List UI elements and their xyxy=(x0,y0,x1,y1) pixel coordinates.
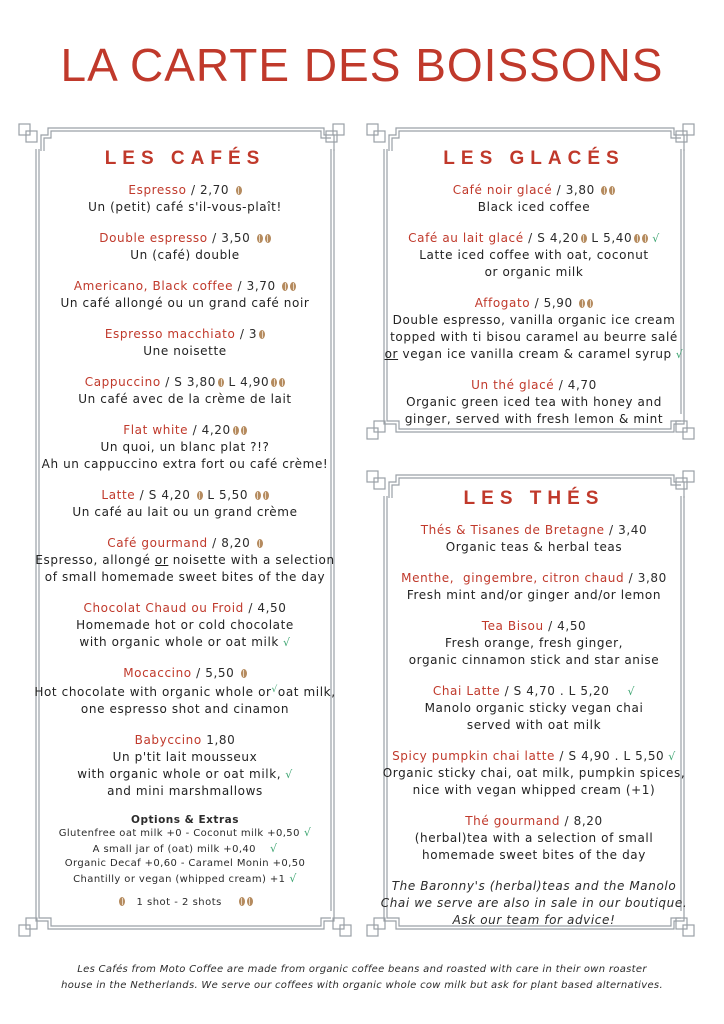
item-name: Americano, Black coffee xyxy=(73,279,234,293)
item-price-large: L 5,50 xyxy=(207,488,249,502)
vegan-check-icon: √ xyxy=(282,636,291,649)
coffee-bean-icon xyxy=(255,491,261,500)
thes-content xyxy=(364,488,704,929)
cafes-panel xyxy=(16,121,354,939)
menu-item-tea-bisou xyxy=(364,618,704,669)
option-line: Organic Decaf +0,60 - Caramel Monin +0,50 xyxy=(64,858,306,869)
item-name: Double espresso xyxy=(99,231,208,245)
vegan-check-icon: √ xyxy=(303,826,312,839)
item-name: Latte xyxy=(101,488,136,502)
options-title: Options & Extras xyxy=(131,814,239,826)
item-desc: organic cinnamon stick and star anise xyxy=(408,653,660,667)
item-price: / S 4,70 . L 5,20 xyxy=(500,684,610,698)
item-price-small: / S 3,80 xyxy=(160,375,217,389)
coffee-bean-icon xyxy=(581,234,587,243)
coffee-bean-icon xyxy=(257,539,263,548)
coffee-bean-icon xyxy=(119,897,125,906)
menu-item-macchiato xyxy=(16,326,354,360)
item-price: / 5,90 xyxy=(530,296,573,310)
coffee-bean-icon xyxy=(197,491,203,500)
option-line: Chantilly or vegan (whipped cream) +1 xyxy=(73,873,286,885)
page-title: LA CARTE DES BOISSONS xyxy=(60,39,664,91)
item-name: Babyccino xyxy=(134,733,202,747)
cafes-content xyxy=(16,148,354,908)
item-desc: Manolo organic sticky vegan chai xyxy=(424,701,644,715)
item-price-small: / S 4,20 xyxy=(523,231,579,245)
item-desc: (herbal)tea with a selection of small xyxy=(414,831,654,845)
item-price: / 4,50 xyxy=(243,601,287,615)
item-desc: Organic green iced tea with honey and xyxy=(406,395,662,409)
item-name: Espresso xyxy=(128,183,187,197)
item-desc: Black iced coffee xyxy=(477,200,591,214)
item-desc: Organic teas & herbal teas xyxy=(445,540,623,554)
item-desc: Un p'tit lait mousseux xyxy=(112,750,258,764)
item-price: / 8,20 xyxy=(207,536,251,550)
item-name: Café gourmand xyxy=(107,536,208,550)
item-name: Chai Latte xyxy=(432,684,501,698)
item-price: / 4,70 xyxy=(554,378,597,392)
menu-item-cafe-noir-glace xyxy=(364,182,704,216)
item-name: Un thé glacé xyxy=(471,378,555,392)
menu-item-double-espresso xyxy=(16,230,354,264)
item-desc: Ah un cappuccino extra fort ou café crème! xyxy=(41,457,329,471)
coffee-bean-icon xyxy=(579,299,585,308)
item-desc: Un quoi, un blanc plat ?!? xyxy=(100,440,270,454)
vegan-check-icon: √ xyxy=(668,750,676,763)
glaces-content xyxy=(364,148,704,442)
item-name: Chocolat Chaud ou Froid xyxy=(83,601,244,615)
footer-note: Les Cafés from Moto Coffee are made from organic coffee beans and roasted with care in their own roaster house in the Netherlands. We serve our coffees with organic whole cow milk but ask for plant based alternatives. xyxy=(61,964,663,991)
coffee-bean-icon xyxy=(233,426,239,435)
item-price-large: L 4,90 xyxy=(228,375,270,389)
coffee-bean-icon xyxy=(241,426,247,435)
item-price: / 3 xyxy=(235,327,258,341)
item-desc: or vegan ice vanilla cream & caramel syrup √ xyxy=(384,347,684,361)
menu-item-thes-tisanes xyxy=(364,522,704,556)
menu-item-the-glace xyxy=(364,377,704,428)
item-price-small: / S 4,20 xyxy=(135,488,191,502)
item-desc: served with oat milk xyxy=(466,718,602,732)
vegan-check-icon: √ xyxy=(269,841,278,855)
item-price: / 4,20 xyxy=(188,423,231,437)
item-price: / 4,50 xyxy=(543,619,587,633)
item-desc: Un (café) double xyxy=(130,248,240,262)
menu-item-cappuccino xyxy=(16,374,354,408)
section-title-glaces: LES GLACÉS xyxy=(443,148,625,169)
item-desc: or organic milk xyxy=(484,265,584,279)
vegan-check-icon: √ xyxy=(627,685,636,698)
item-desc: Un (petit) café s'il-vous-plaît! xyxy=(88,200,282,214)
menu-item-spicy-pumpkin xyxy=(364,748,704,799)
option-line: Glutenfree oat milk +0 - Coconut milk +0,50 xyxy=(58,828,300,839)
item-desc: topped with ti bisou caramel au beurre salé xyxy=(390,330,678,344)
coffee-bean-icon xyxy=(247,897,253,906)
coffee-bean-icon xyxy=(265,234,271,243)
item-name: Spicy pumpkin chai latte xyxy=(392,749,555,763)
menu-item-the-gourmand xyxy=(364,813,704,864)
item-desc: with organic whole or oat milk, √ xyxy=(77,767,293,781)
vegan-check-icon: √ xyxy=(285,768,293,781)
item-price: / 8,20 xyxy=(560,814,603,828)
coffee-bean-icon xyxy=(236,186,242,195)
item-name: Thé gourmand xyxy=(465,814,561,828)
menu-item-menthe xyxy=(364,570,704,604)
item-desc: Un café allongé ou un grand café noir xyxy=(60,296,310,310)
item-name: Espresso macchiato xyxy=(104,327,236,341)
item-desc: Hot chocolate with organic whole or√oat milk, xyxy=(34,685,336,699)
coffee-bean-icon xyxy=(587,299,593,308)
item-price: / 3,70 xyxy=(233,279,276,293)
item-name: Tea Bisou xyxy=(481,619,544,633)
menu-item-espresso xyxy=(16,182,354,216)
option-line: A small jar of (oat) milk +0,40 xyxy=(92,843,256,855)
vegan-check-icon: √ xyxy=(271,685,278,695)
coffee-bean-icon xyxy=(239,897,245,906)
coffee-bean-icon xyxy=(259,330,265,339)
section-title-thes: LES THÉS xyxy=(463,488,605,509)
shots-legend: 1 shot - 2 shots xyxy=(16,897,354,908)
menu-item-chocolat xyxy=(16,600,354,651)
menu-item-latte xyxy=(16,487,354,521)
menu-item-americano xyxy=(16,278,354,312)
vegan-check-icon: √ xyxy=(652,232,660,245)
options-extras xyxy=(16,814,354,908)
coffee-bean-icon xyxy=(279,378,285,387)
item-price: / 2,70 xyxy=(186,183,230,197)
item-desc: Un café au lait ou un grand crème xyxy=(72,505,298,519)
item-desc: and mini marshmallows xyxy=(107,784,263,798)
item-desc: Organic sticky chai, oat milk, pumpkin spices, xyxy=(382,766,686,780)
item-name: Affogato xyxy=(474,296,531,310)
item-desc: Fresh mint and/or ginger and/or lemon xyxy=(406,588,662,602)
item-price-large: L 5,40 xyxy=(591,231,633,245)
item-price: / 3,80 xyxy=(552,183,595,197)
item-price: 1,80 xyxy=(201,733,236,747)
item-name: Cappuccino xyxy=(84,375,161,389)
section-title-cafes: LES CAFÉS xyxy=(104,148,266,169)
glaces-panel xyxy=(364,121,704,442)
item-desc: ginger, served with fresh lemon & mint xyxy=(404,412,664,426)
menu-item-affogato xyxy=(364,295,704,363)
item-desc: Un café avec de la crème de lait xyxy=(78,392,292,406)
item-desc: Double espresso, vanilla organic ice cream xyxy=(392,313,676,327)
item-desc: nice with vegan whipped cream (+1) xyxy=(412,783,656,797)
menu-item-mocaccino xyxy=(16,665,354,718)
coffee-bean-icon xyxy=(218,378,224,387)
item-desc: homemade sweet bites of the day xyxy=(422,848,646,862)
item-name: Flat white xyxy=(123,423,189,437)
item-name: Mocaccino xyxy=(123,666,192,680)
item-name: Thés & Tisanes de Bretagne xyxy=(420,523,605,537)
item-desc: one espresso shot and cinamon xyxy=(80,702,290,716)
item-price: / 5,50 xyxy=(191,666,235,680)
coffee-bean-icon xyxy=(271,378,277,387)
coffee-bean-icon xyxy=(601,186,607,195)
item-price: / 3,80 xyxy=(624,571,667,585)
item-desc: Homemade hot or cold chocolate xyxy=(76,618,294,632)
item-price: / 3,50 xyxy=(207,231,251,245)
item-desc: Espresso, allongé or noisette with a selection xyxy=(35,553,335,567)
item-name: Café noir glacé xyxy=(452,183,553,197)
menu-item-chai-latte xyxy=(364,683,704,734)
menu-item-babyccino xyxy=(16,732,354,800)
boutique-note: The Baronny's (herbal)teas and the Manolo Chai we serve are also in sale in our boutique. Ask our team for advice! xyxy=(380,879,688,927)
thes-panel xyxy=(364,468,704,939)
vegan-check-icon: √ xyxy=(675,348,684,361)
coffee-bean-icon xyxy=(257,234,263,243)
item-desc: with organic whole or oat milk √ xyxy=(79,635,291,649)
coffee-bean-icon xyxy=(634,234,640,243)
coffee-bean-icon xyxy=(241,669,247,678)
item-desc: Une noisette xyxy=(143,344,227,358)
coffee-bean-icon xyxy=(290,282,296,291)
coffee-bean-icon xyxy=(609,186,615,195)
item-desc: Fresh orange, fresh ginger, xyxy=(444,636,624,650)
item-price: / S 4,90 . L 5,50 xyxy=(555,749,665,763)
menu-item-cafe-gourmand xyxy=(16,535,354,586)
item-name: Café au lait glacé xyxy=(408,231,524,245)
item-desc: Latte iced coffee with oat, coconut xyxy=(419,248,649,262)
coffee-bean-icon xyxy=(263,491,269,500)
menu-item-flat-white xyxy=(16,422,354,473)
vegan-check-icon: √ xyxy=(289,871,297,885)
coffee-bean-icon xyxy=(642,234,648,243)
menu-item-cafe-au-lait-glace xyxy=(364,230,704,281)
item-price: / 3,40 xyxy=(604,523,648,537)
coffee-bean-icon xyxy=(282,282,288,291)
item-name: Menthe, gingembre, citron chaud xyxy=(401,571,625,585)
item-desc: of small homemade sweet bites of the day xyxy=(44,570,326,584)
